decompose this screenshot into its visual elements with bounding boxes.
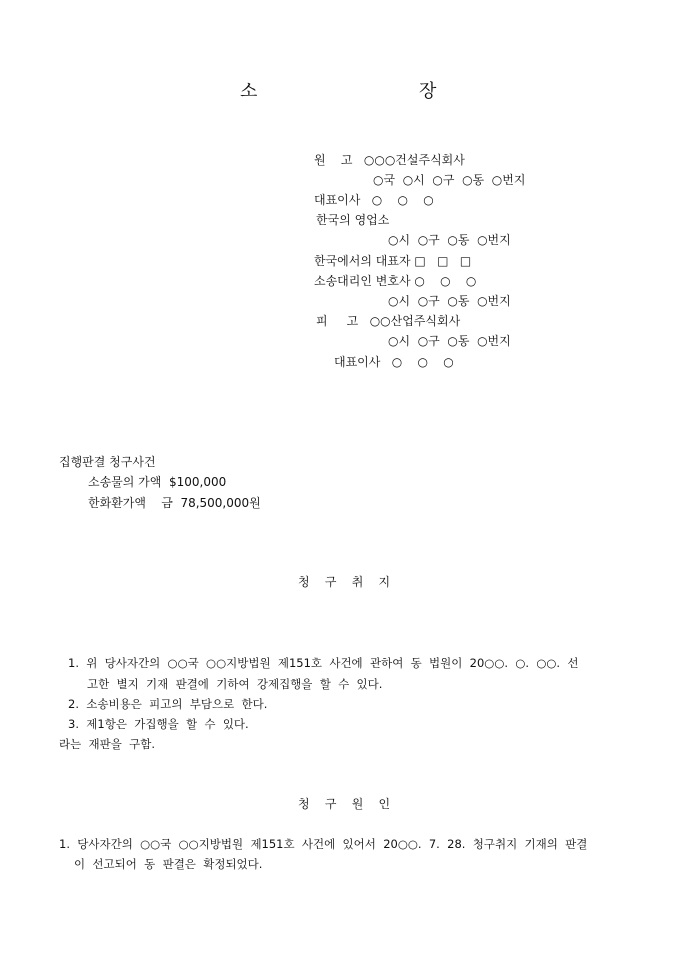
claim-value: 소송물의 가액 $100,000 xyxy=(88,475,227,489)
korea-representative: 한국에서의 대표자 □ □ □ xyxy=(314,254,472,268)
case-name: 집행판결 청구사건 xyxy=(59,455,156,469)
defendant-representative: 대표이사 ○ ○ ○ xyxy=(334,355,454,369)
won-value: 한화환가액 금 78,500,000원 xyxy=(88,496,261,510)
claim-purpose-heading: 청 구 취 지 xyxy=(298,575,391,589)
claim-purpose-item-2: 2. 소송비용은 피고의 부담으로 한다. xyxy=(68,697,268,711)
defendant-address: ○시 ○구 ○동 ○번지 xyxy=(388,334,511,348)
attorney-address: ○시 ○구 ○동 ○번지 xyxy=(388,294,511,308)
plaintiff-line: 원 고 ○○○건설주식회사 xyxy=(314,153,465,167)
plaintiff-address: ○국 ○시 ○구 ○동 ○번지 xyxy=(373,173,526,187)
plaintiff-representative: 대표이사 ○ ○ ○ xyxy=(314,193,434,207)
korea-office-address: ○시 ○구 ○동 ○번지 xyxy=(388,233,511,247)
claim-purpose-item-3: 3. 제1항은 가집행을 할 수 있다. xyxy=(68,717,249,731)
claim-purpose-item-1-line-1: 1. 위 당사자간의 ○○국 ○○지방법원 제151호 사건에 관하여 동 법원이 20○○. ○. ○○. 선 xyxy=(68,656,579,670)
claim-purpose-closing: 라는 재판을 구함. xyxy=(59,737,156,751)
claim-cause-heading: 청 구 원 인 xyxy=(298,797,391,811)
claim-purpose-item-1-line-2: 고한 별지 기재 판결에 기하여 강제집행을 할 수 있다. xyxy=(87,677,383,691)
korea-office-label: 한국의 영업소 xyxy=(316,213,390,227)
claim-cause-item-1-line-1: 1. 당사자간의 ○○국 ○○지방법원 제151호 사건에 있어서 20○○. 7. 28. 청구취지 기재의 판결 xyxy=(59,837,588,851)
document-title-left: 소 xyxy=(240,81,258,102)
document-title-right: 장 xyxy=(419,81,437,102)
attorney-line: 소송대리인 변호사 ○ ○ ○ xyxy=(314,274,477,288)
claim-cause-item-1-line-2: 이 선고되어 동 판결은 확정되었다. xyxy=(74,857,263,871)
defendant-line: 피 고 ○○산업주식회사 xyxy=(316,314,461,328)
